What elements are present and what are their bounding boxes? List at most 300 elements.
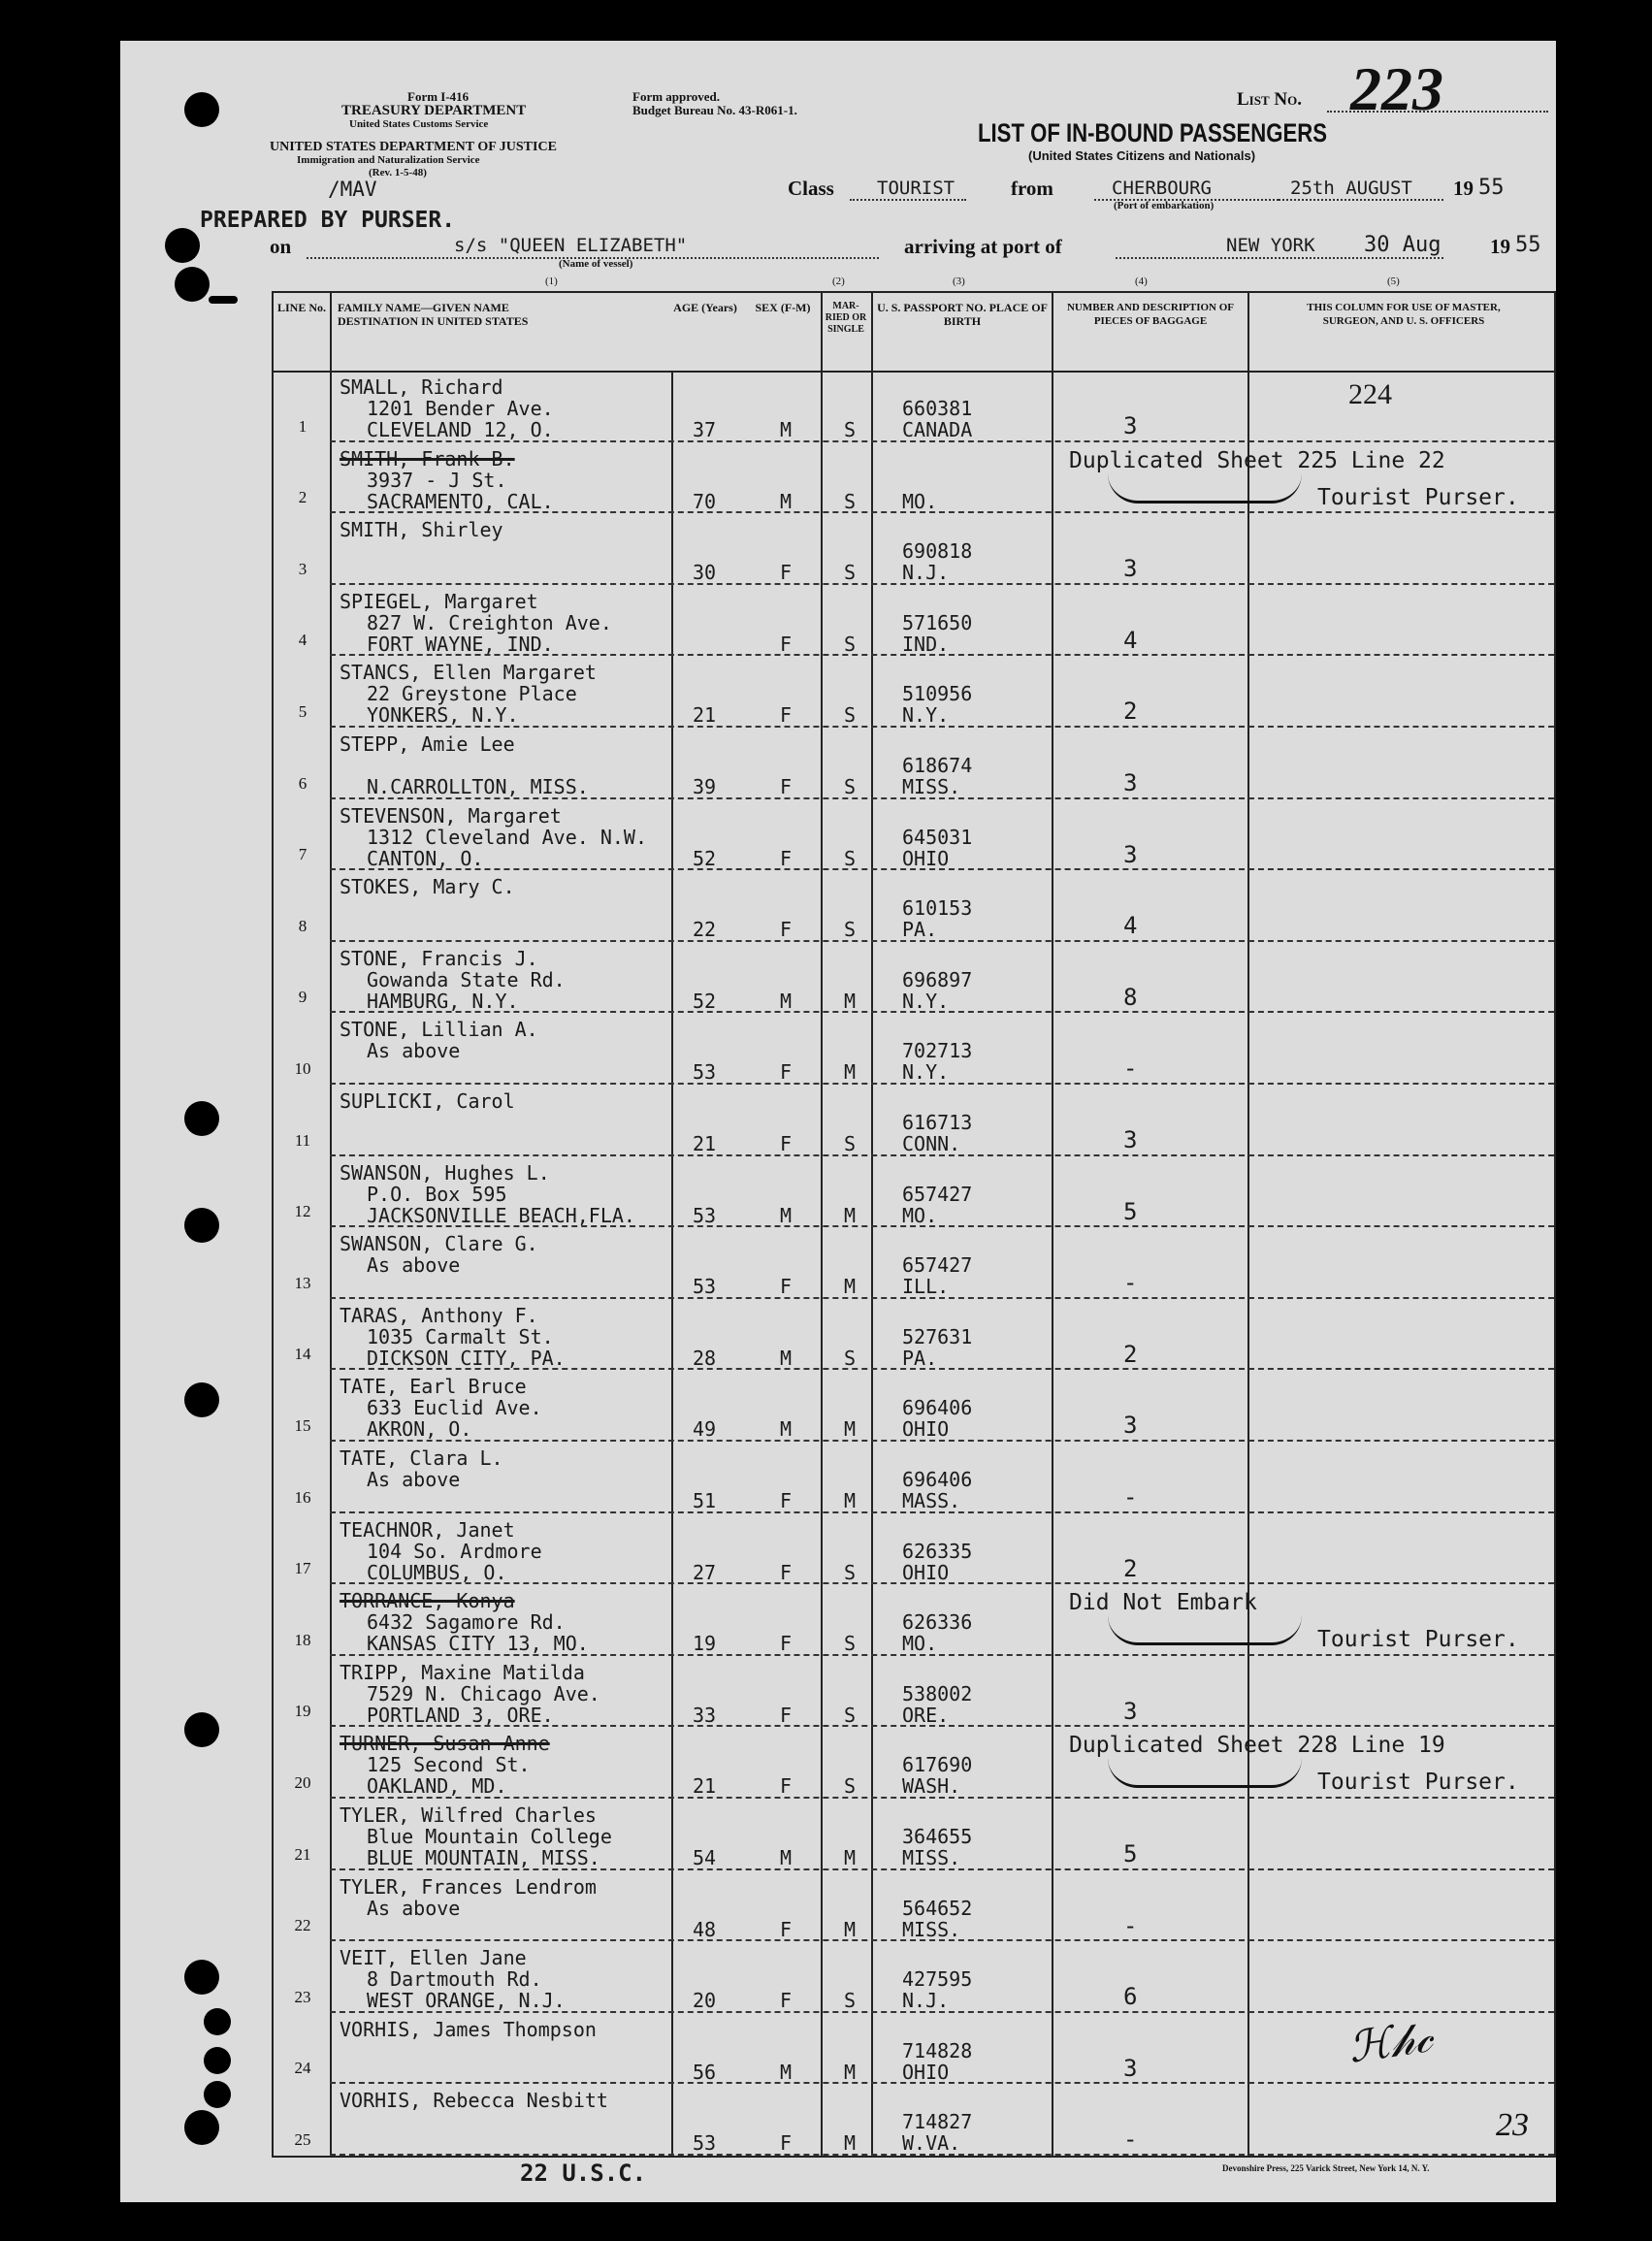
class-value: TOURIST [877,178,956,199]
table-row [274,1941,1554,2013]
passenger-name: TATE, Earl Bruce [340,1375,527,1399]
punch-hole [184,2110,219,2145]
passenger-name: STEVENSON, Margaret [340,803,562,828]
address-line-1: 125 Second St. [367,1753,531,1777]
address-line-1: 633 Euclid Ave. [367,1396,542,1420]
place-of-birth: OHIO [902,1560,950,1584]
passport-number: 702713 [902,1039,973,1063]
line-number: 24 [294,2059,311,2078]
age: 30 [693,561,717,585]
punch-hole [204,2047,231,2074]
col-num-2: (2) [832,276,845,287]
marital-status: M [844,1060,857,1085]
destination-city: JACKSONVILLE BEACH,FLA. [367,1203,635,1227]
baggage-count: 3 [1123,1697,1138,1725]
punch-hole [184,1101,219,1136]
sex: F [780,1989,793,2013]
passenger-name: SUPLICKI, Carol [340,1089,515,1113]
embark-note: (Port of embarkation) [1114,200,1215,211]
on-label: on [270,235,292,258]
age: 53 [693,2131,717,2156]
marital-status: M [844,1489,857,1512]
baggage-count: - [1123,1911,1138,1939]
from-date-line [1279,199,1443,201]
immigration-service: Immigration and Naturalization Service [297,154,480,166]
statute: 22 U.S.C. [520,2160,647,2187]
address-line-1: 7529 N. Chicago Ave. [367,1681,600,1705]
header-sex: SEX (F-M) [755,301,811,314]
passport-number: 714827 [902,2110,973,2134]
sex: F [780,561,793,585]
passport-number: 714828 [902,2038,973,2062]
place-of-birth: IND. [902,632,950,656]
passenger-name: SPIEGEL, Margaret [340,589,538,613]
baggage-count: 2 [1123,698,1138,726]
officer-signature: ℋ𝒽𝒸 [1345,2013,1436,2072]
passport-number: 564652 [902,1896,973,1920]
baggage-count: 6 [1123,1983,1138,2011]
header-baggage: NUMBER AND DESCRIPTION OF PIECES OF BAGGAGE [1066,302,1235,327]
col-num-4: (4) [1135,276,1148,287]
passenger-name: TRIPP, Maxine Matilda [340,1660,585,1684]
baggage-count: - [1123,1483,1138,1510]
destination-city: FORT WAYNE, IND. [367,632,554,656]
destination-city: COLUMBUS, O. [367,1560,507,1584]
place-of-birth: MO. [902,1632,938,1656]
age: 49 [693,1417,717,1442]
revision: (Rev. 1-5-48) [369,167,427,179]
passport-number: 696406 [902,1396,973,1420]
from-year: 55 [1478,176,1505,200]
address-line-1: 1201 Bender Ave. [367,397,554,420]
budget-bureau: Budget Bureau No. 43-R061-1. [632,103,797,117]
punch-hole [184,1382,219,1417]
vessel-name: s/s "QUEEN ELIZABETH" [454,235,688,256]
officer-remark: Duplicated Sheet 228 Line 19 [1069,1733,1445,1759]
line-number: 11 [294,1130,311,1150]
passenger-name: STOKES, Mary C. [340,875,515,899]
passenger-name: STONE, Francis J. [340,946,538,970]
passport-number: 618674 [902,754,973,777]
place-of-birth: OHIO [902,1417,950,1442]
destination-city: AKRON, O. [367,1417,472,1442]
header-age: AGE (Years) [673,301,737,314]
line-number: 12 [294,1202,311,1221]
sex: F [780,1774,793,1799]
passenger-name: SMITH, Frank B. [340,446,515,471]
table-row [274,1513,1554,1585]
table-row [274,1442,1554,1513]
passenger-name: TARAS, Anthony F. [340,1303,538,1327]
passport-number: 364655 [902,1825,973,1848]
sex: F [780,1275,793,1299]
line-number: 23 [294,1987,311,2006]
age: 21 [693,703,717,728]
destination-city: CLEVELAND 12, O. [367,418,554,441]
passenger-name: STONE, Lillian A. [340,1018,538,1042]
table-row [274,728,1554,799]
line-number: 8 [298,916,308,935]
list-number: 223 [1350,54,1443,123]
sex: F [780,1632,793,1656]
officer-remark: Did Not Embark [1069,1590,1257,1616]
passenger-name: SWANSON, Clare G. [340,1232,538,1256]
table-row [274,2084,1554,2156]
punch-hole [184,1208,219,1243]
punch-hole [184,1712,219,1747]
header-line: LINE No. [277,301,327,314]
place-of-birth: CONN. [902,1132,961,1155]
passport-number: 510956 [902,682,973,706]
destination-city: WEST ORANGE, N.J. [367,1989,566,2013]
line-number: 2 [298,488,308,507]
purser-remark: Tourist Purser. [1317,484,1519,510]
age: 37 [693,418,717,441]
marital-status: S [844,775,857,798]
place-of-birth: OHIO [902,846,950,870]
table-header [274,293,1554,373]
form-title: LIST OF IN-BOUND PASSENGERS [978,118,1328,147]
line-number: 4 [298,631,308,650]
sex: F [780,918,793,942]
marital-status: S [844,1989,857,2013]
place-of-birth: N.Y. [902,989,950,1013]
line-number: 1 [298,416,308,436]
passenger-name: SMALL, Richard [340,375,503,399]
table-row [274,1227,1554,1299]
vessel-note: (Name of vessel) [559,258,633,270]
age: 27 [693,1560,717,1584]
from-value: CHERBOURG [1112,178,1212,199]
place-of-birth: MASS. [902,1489,961,1512]
line-number: 20 [294,1772,311,1792]
passenger-name: TYLER, Wilfred Charles [340,1803,597,1827]
table-row [274,1013,1554,1085]
address-line-1: 6432 Sagamore Rd. [367,1610,566,1635]
baggage-count: 4 [1123,912,1138,940]
age: 53 [693,1060,717,1085]
line-number: 15 [294,1415,311,1435]
punch-hole [204,2008,231,2035]
address-line-1: 1035 Carmalt St. [367,1324,554,1348]
marital-status: M [844,1203,857,1227]
printer: Devonshire Press, 225 Varick Street, New York 14, N. Y. [1222,2163,1430,2173]
sex: F [780,1917,793,1941]
class-line [850,199,966,201]
justice-dept: UNITED STATES DEPARTMENT OF JUSTICE [270,140,557,154]
table-row [274,371,1554,442]
passenger-name: TATE, Clara L. [340,1446,503,1470]
marital-status: S [844,632,857,656]
arrive-year-prefix: 19 [1490,235,1510,258]
baggage-count: 4 [1123,626,1138,654]
passport-number: 571650 [902,610,973,634]
age: 70 [693,489,717,513]
customs-service: United States Customs Service [349,118,489,130]
table-row [274,1799,1554,1870]
line-number: 13 [294,1273,311,1292]
line-number: 22 [294,1916,311,1935]
line-number: 5 [298,701,308,721]
form-approved: Form approved. [632,89,721,104]
punch-hole [175,267,210,302]
initials: /MAV [328,178,377,201]
place-of-birth: N.J. [902,1989,950,2013]
purser-signature [1108,473,1302,503]
address-line-1: As above [367,1039,461,1063]
sex: F [780,632,793,656]
age: 19 [693,1632,717,1656]
marital-status: S [844,1703,857,1727]
table-row [274,1727,1554,1799]
sex: M [780,1417,793,1442]
destination-city: KANSAS CITY 13, MO. [367,1632,589,1656]
prepared-by: PREPARED BY PURSER. [200,208,456,233]
sex: M [780,489,793,513]
place-of-birth: ORE. [902,1703,950,1727]
baggage-count: 3 [1123,840,1138,868]
sex: F [780,1489,793,1512]
place-of-birth: MISS. [902,775,961,798]
purser-signature [1108,1758,1302,1788]
marital-status: S [844,1774,857,1799]
table-row [274,870,1554,942]
list-label: List No. [1237,89,1302,110]
sex: F [780,775,793,798]
sex: F [780,1703,793,1727]
age: 54 [693,1846,717,1869]
line-number: 14 [294,1345,311,1364]
age: 51 [693,1489,717,1512]
table-row [274,585,1554,657]
baggage-count: 5 [1123,1840,1138,1868]
passport-number: 610153 [902,896,973,921]
purser-remark: Tourist Purser. [1317,1627,1519,1653]
line-number: 25 [294,2129,311,2149]
from-year-prefix: 19 [1453,177,1474,200]
table-row [274,1156,1554,1228]
table-row [274,1656,1554,1728]
arrive-line [1116,257,1443,259]
col-num-3: (3) [953,276,965,287]
table-row [274,942,1554,1014]
passport-number: 696406 [902,1468,973,1491]
passenger-count: 23 [1496,2107,1529,2143]
arrive-year: 55 [1515,233,1541,257]
line-number: 7 [298,845,308,864]
marital-status: S [844,489,857,513]
address-line-1: 22 Greystone Place [367,682,577,706]
place-of-birth: ILL. [902,1275,950,1299]
passport-number: 427595 [902,1967,973,1992]
baggage-count: 3 [1123,412,1138,439]
marital-status: S [844,1632,857,1656]
place-of-birth: N.J. [902,561,950,585]
table-row [274,1299,1554,1371]
address-line-1: As above [367,1468,461,1491]
age: 53 [693,1203,717,1227]
punch-hole [184,92,219,127]
address-line-1: 104 So. Ardmore [367,1539,542,1563]
passport-number: 645031 [902,825,973,849]
destination-city: PORTLAND 3, ORE. [367,1703,554,1727]
place-of-birth: OHIO [902,2060,950,2084]
destination-city: N.CARROLLTON, MISS. [367,775,589,798]
table-row [274,1370,1554,1442]
age: 28 [693,1346,717,1370]
age: 33 [693,1703,717,1727]
table-row [274,656,1554,728]
marital-status: S [844,1346,857,1370]
age: 53 [693,1275,717,1299]
baggage-count: 8 [1123,983,1138,1011]
address-line-1: Gowanda State Rd. [367,967,566,991]
marital-status: M [844,1846,857,1869]
address-line-1: As above [367,1253,461,1278]
form-subtitle: (United States Citizens and Nationals) [1028,148,1256,163]
place-of-birth: MISS. [902,1846,961,1869]
treasury-dept: TREASURY DEPARTMENT [341,103,527,118]
marital-status: M [844,2060,857,2084]
destination-city: HAMBURG, N.Y. [367,989,519,1013]
place-of-birth: PA. [902,918,938,942]
line-number: 9 [298,988,308,1007]
destination-city: YONKERS, N.Y. [367,703,519,728]
punch-mark [209,296,238,304]
line-number: 16 [294,1487,311,1507]
age: 39 [693,775,717,798]
baggage-count: - [1123,1269,1138,1297]
officer-remark: Duplicated Sheet 225 Line 22 [1069,447,1445,473]
table-row [274,1085,1554,1156]
arrive-port: NEW YORK [1226,235,1315,256]
age: 20 [693,1989,717,2013]
passenger-name: SWANSON, Hughes L. [340,1160,550,1185]
marital-status: M [844,1917,857,1941]
place-of-birth: PA. [902,1346,938,1370]
age: 56 [693,2060,717,2084]
passenger-name: STEPP, Amie Lee [340,732,515,756]
punch-hole [204,2081,231,2108]
age: 52 [693,846,717,870]
sex: M [780,2060,793,2084]
sex: F [780,1560,793,1584]
marital-status: M [844,1417,857,1442]
baggage-count: 2 [1123,1554,1138,1582]
header-married: MAR-RIED OR SINGLE [825,301,867,335]
passenger-name: VORHIS, Rebecca Nesbitt [340,2089,608,2113]
table-row [274,799,1554,871]
marital-status: S [844,561,857,585]
place-of-birth: MISS. [902,1917,961,1941]
marital-status: S [844,846,857,870]
line-number: 21 [294,1844,311,1864]
table-row [274,1870,1554,1942]
address-line-1: Blue Mountain College [367,1825,612,1848]
passport-number: 626335 [902,1539,973,1563]
line-number: 18 [294,1630,311,1649]
age: 22 [693,918,717,942]
address-line-1: P.O. Box 595 [367,1182,507,1206]
line-number: 10 [294,1058,311,1078]
baggage-count: - [1123,1055,1138,1083]
baggage-count: 3 [1123,2054,1138,2082]
age: 48 [693,1917,717,1941]
arrive-date: 30 Aug [1364,233,1441,257]
sex: F [780,2131,793,2156]
marital-status: S [844,1132,857,1155]
baggage-count: 2 [1123,1340,1138,1368]
place-of-birth: N.Y. [902,703,950,728]
passenger-name: TURNER, Susan Anne [340,1732,550,1756]
address-line-1: As above [367,1896,461,1920]
address-line-1: 8 Dartmouth Rd. [367,1967,542,1992]
age: 21 [693,1132,717,1155]
passenger-name: TORRANCE, Konya [340,1589,515,1613]
passport-number: 660381 [902,397,973,420]
place-of-birth: MO. [902,489,938,513]
passport-number: 690818 [902,539,973,564]
baggage-count: 3 [1123,555,1138,583]
sex: M [780,1846,793,1869]
place-of-birth: WASH. [902,1774,961,1799]
col-num-1: (1) [545,276,558,287]
passport-number: 657427 [902,1253,973,1278]
from-label: from [1011,177,1053,200]
passenger-name: TEACHNOR, Janet [340,1517,515,1542]
passenger-table [272,291,1556,2158]
line-number: 17 [294,1559,311,1578]
passenger-name: STANCS, Ellen Margaret [340,661,597,685]
place-of-birth: N.Y. [902,1060,950,1085]
age: 52 [693,989,717,1013]
line-number: 3 [298,559,308,578]
purser-remark: Tourist Purser. [1317,1770,1519,1796]
punch-hole [165,228,200,263]
passport-number: 657427 [902,1182,973,1206]
address-line-1: 827 W. Creighton Ave. [367,610,612,634]
class-label: Class [788,177,834,200]
place-of-birth: CANADA [902,418,973,441]
sex: F [780,1060,793,1085]
baggage-count: 3 [1123,769,1138,796]
destination-city: CANTON, O. [367,846,484,870]
marital-status: M [844,2131,857,2156]
destination-city: DICKSON CITY, PA. [367,1346,566,1370]
passenger-name: TYLER, Frances Lendrom [340,1874,597,1899]
destination-city: OAKLAND, MD. [367,1774,507,1799]
col-num-5: (5) [1387,276,1400,287]
table-row [274,513,1554,585]
baggage-count: 5 [1123,1197,1138,1225]
passport-number: 626336 [902,1610,973,1635]
marital-status: S [844,918,857,942]
sex: M [780,1346,793,1370]
line-number: 19 [294,1702,311,1721]
arriving-label: arriving at port of [904,235,1062,258]
table-row [274,1584,1554,1656]
sex: M [780,418,793,441]
purser-signature [1108,1615,1302,1645]
header-passport: U. S. PASSPORT NO. PLACE OF BIRTH [877,301,1048,328]
marital-status: M [844,1275,857,1299]
passport-number: 538002 [902,1681,973,1705]
passport-number: 696897 [902,967,973,991]
from-date: 25th AUGUST [1290,178,1412,199]
address-line-1: 1312 Cleveland Ave. N.W. [367,825,647,849]
sex: F [780,1132,793,1155]
destination-city: BLUE MOUNTAIN, MISS. [367,1846,600,1869]
